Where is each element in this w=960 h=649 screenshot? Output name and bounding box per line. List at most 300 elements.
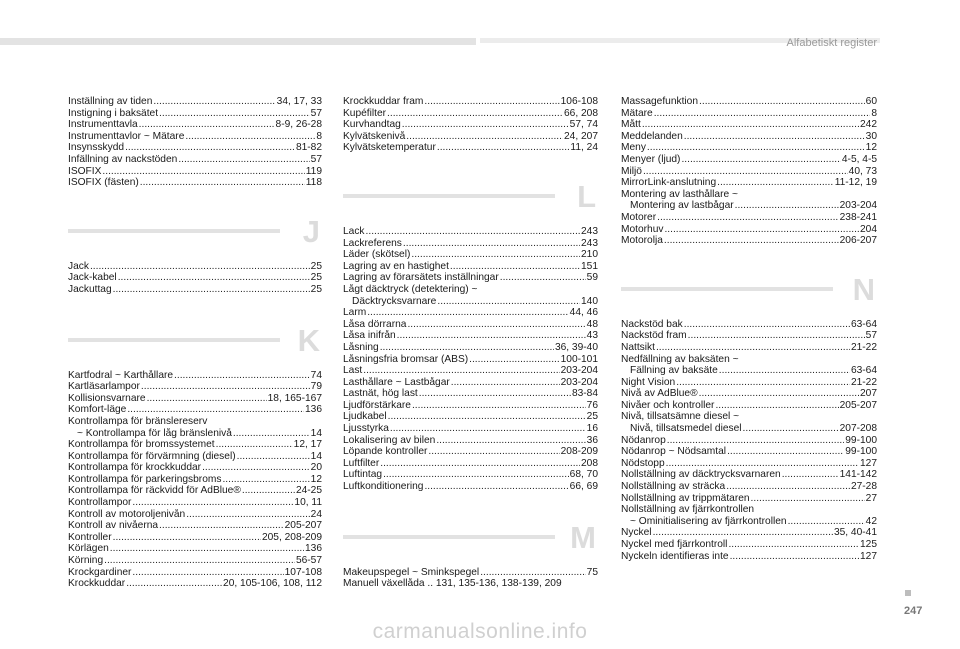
index-entry	[621, 481, 877, 493]
entry-pages: 14	[310, 427, 322, 439]
index-entry	[343, 131, 598, 143]
entry-pages: 205-207	[839, 399, 877, 411]
section-header	[621, 267, 877, 305]
entry-pages: 24-25	[295, 485, 322, 497]
index-entry	[621, 142, 877, 154]
entry-term: Kontrollampa för bromssystemet	[68, 439, 215, 451]
entry-term: ~ Ominitialisering av fjärrkontrollen	[630, 515, 787, 527]
entry-pages: 44, 46	[569, 307, 598, 319]
index-entry	[343, 226, 598, 238]
entry-pages: 203-204	[839, 200, 877, 212]
index-entry	[343, 96, 598, 108]
section-divider	[343, 194, 555, 198]
index-entry	[343, 284, 598, 296]
index-entry	[68, 555, 322, 567]
entry-pages: 25	[310, 272, 322, 284]
dot-leader	[480, 567, 585, 579]
entry-term: Menyer (ljud)	[621, 153, 681, 165]
entry-term: Låsning	[343, 341, 379, 353]
entry-term: Larm	[343, 307, 367, 319]
entry-pages: 151	[581, 260, 598, 272]
section-divider	[68, 229, 280, 233]
index-entry	[343, 365, 598, 377]
entry-term: Körlägen	[68, 543, 109, 555]
index-entry	[68, 497, 322, 509]
entry-term: Nyckel	[621, 527, 652, 539]
index-entry	[343, 261, 598, 273]
entry-term: Nyckel med fjärrkontroll	[621, 539, 728, 550]
entry-term: Instrumenttavlor ~ Mätare	[68, 130, 185, 142]
dot-leader	[643, 166, 848, 178]
section-divider	[68, 338, 280, 342]
entry-term: Inställning av tiden	[68, 96, 153, 107]
index-entry	[621, 504, 877, 516]
dot-leader	[719, 365, 850, 377]
entry-term: Nedfällning av baksäten ~	[621, 353, 739, 365]
dot-leader	[141, 381, 310, 393]
entry-term: Kontroll av motoroljenivån	[68, 508, 186, 520]
index-entry	[68, 370, 322, 382]
entry-term: Motorer	[621, 211, 657, 223]
section-divider	[621, 287, 833, 291]
index-entry	[621, 493, 877, 505]
index-column-1	[68, 96, 322, 612]
dot-leader	[406, 131, 563, 143]
index-entry	[621, 342, 877, 354]
entry-pages: 127	[860, 550, 877, 562]
entry-pages: 136	[305, 543, 322, 555]
entry-term: Lagring av en hastighet	[343, 260, 449, 272]
entry-pages: 48	[586, 318, 598, 330]
entry-term: Krockkuddar fram	[343, 96, 424, 107]
index-entry	[68, 404, 322, 416]
dot-leader	[684, 131, 865, 143]
dot-leader	[699, 388, 859, 400]
index-entry	[68, 142, 322, 154]
entry-term: Kontrollampa för krockkuddar	[68, 462, 202, 474]
entry-pages: 4-5, 4-5	[841, 153, 877, 165]
dot-leader	[380, 342, 554, 354]
index-entry	[343, 578, 598, 590]
index-entry	[621, 539, 877, 551]
index-entry	[621, 119, 877, 131]
entry-term: Luftfilter	[343, 457, 380, 469]
entry-term: Manuell växellåda .. 131, 135-136, 138-139, 209	[343, 578, 562, 590]
entry-pages: 14	[310, 450, 322, 462]
entry-term: Kartfodral ~ Karthållare	[68, 369, 174, 381]
dot-leader	[717, 177, 834, 189]
entry-term: Kylvätsketemperatur	[343, 142, 436, 154]
index-entry	[343, 567, 598, 579]
entry-term: Löpande kontroller	[343, 446, 428, 458]
entry-term: Kontrollampor	[68, 497, 132, 509]
entry-term: Däcktrycksvarnare	[352, 295, 437, 307]
entry-pages: 11, 24	[570, 142, 598, 154]
index-entry	[68, 119, 322, 131]
entry-pages: 27	[865, 492, 877, 504]
entry-pages: 8	[871, 107, 877, 119]
entry-term: Montering av lastbågar	[630, 200, 734, 212]
section-letter: L	[577, 178, 596, 214]
index-entry	[621, 131, 877, 143]
dot-leader	[113, 532, 261, 544]
entry-pages: 79	[310, 381, 322, 393]
dot-leader	[159, 520, 284, 532]
dot-leader	[159, 108, 310, 120]
page-number: 247	[904, 605, 923, 617]
dot-leader	[390, 423, 586, 435]
entry-pages: 30	[865, 130, 877, 142]
dot-leader	[402, 119, 569, 131]
entry-pages: 12	[865, 142, 877, 154]
dot-leader	[233, 428, 310, 440]
section-header	[343, 174, 598, 212]
entry-term: Instigning i baksätet	[68, 107, 159, 119]
dot-leader	[174, 370, 310, 382]
entry-term: MirrorLink-anslutning	[621, 177, 717, 189]
entry-pages: 57, 74	[569, 119, 598, 131]
dot-leader	[222, 474, 309, 486]
index-entry	[343, 469, 598, 481]
index-entry	[343, 319, 598, 331]
entry-pages: 99-100	[845, 434, 877, 446]
dot-leader	[388, 411, 586, 423]
entry-pages: 141-142	[839, 469, 877, 481]
dot-leader	[139, 119, 275, 131]
entry-term: Krockgardiner	[68, 566, 132, 578]
dot-leader	[664, 235, 839, 247]
index-entry	[68, 416, 322, 428]
dot-leader	[436, 435, 585, 447]
entry-pages: 34, 17, 33	[276, 96, 322, 107]
index-entry	[68, 154, 322, 166]
index-entry	[68, 177, 322, 189]
index-entry	[343, 388, 598, 400]
entry-pages: 76	[586, 399, 598, 411]
dot-leader	[684, 319, 850, 331]
entry-pages: 68, 70	[569, 469, 598, 481]
dot-leader	[664, 224, 859, 236]
dot-leader	[237, 451, 310, 463]
index-entry	[68, 451, 322, 463]
dot-leader	[185, 131, 315, 143]
entry-pages: 207-208	[839, 423, 877, 435]
index-entry	[68, 578, 322, 590]
entry-term: Nattsikt	[621, 341, 655, 353]
entry-term: Lastnät, hög last	[343, 388, 418, 400]
index-entry	[68, 543, 322, 555]
entry-term: Kollisionsvarnare	[68, 392, 146, 404]
dot-leader	[437, 296, 580, 308]
dot-leader	[788, 516, 865, 528]
entry-term: Lackreferens	[343, 237, 402, 249]
index-entry	[68, 166, 322, 178]
entry-pages: 56-57	[295, 555, 322, 567]
entry-term: Fällning av baksäte	[630, 365, 718, 377]
entry-term: Ljudförstärkare	[343, 399, 411, 411]
index-entry	[621, 527, 877, 539]
index-entry	[621, 177, 877, 189]
entry-pages: 66, 69	[569, 481, 598, 493]
index-entry	[68, 393, 322, 405]
entry-pages: 25	[310, 260, 322, 272]
entry-pages: 27-28	[850, 481, 877, 493]
index-entry	[343, 307, 598, 319]
dot-leader	[132, 567, 283, 579]
entry-term: Kontroll av nivåerna	[68, 520, 159, 532]
index-entry	[343, 108, 598, 120]
entry-pages: 59	[586, 272, 598, 284]
entry-pages: 81-82	[295, 142, 322, 154]
dot-leader	[132, 497, 293, 509]
index-entry	[343, 435, 598, 447]
dot-leader	[437, 142, 570, 154]
entry-pages: 36, 39-40	[554, 341, 598, 353]
entry-term: Ljusstyrka	[343, 423, 389, 435]
index-entry	[68, 485, 322, 497]
entry-term: Nackstöd bak	[621, 318, 683, 330]
section-header	[343, 515, 598, 553]
entry-pages: 21-22	[850, 376, 877, 388]
page-title: Alfabetiskt register	[786, 37, 877, 49]
entry-pages: 16	[586, 423, 598, 435]
index-entry	[343, 330, 598, 342]
index-entry	[621, 435, 877, 447]
entry-pages: 24, 207	[564, 130, 598, 142]
entry-term: Miljö	[621, 165, 642, 177]
entry-term: Insynsskydd	[68, 142, 125, 154]
entry-term: Läder (skötsel)	[343, 249, 411, 261]
index-entry	[621, 330, 877, 342]
index-entry	[343, 342, 598, 354]
dot-leader	[451, 377, 560, 389]
entry-term: Nödanrop	[621, 434, 666, 446]
dot-leader	[715, 400, 838, 412]
entry-term: Last	[343, 365, 363, 377]
entry-pages: 203-204	[560, 365, 598, 377]
dot-leader	[469, 354, 559, 366]
index-entry	[343, 377, 598, 389]
entry-pages: 107-108	[284, 566, 322, 578]
entry-pages: 12, 17	[293, 439, 322, 451]
entry-term: Nackstöd fram	[621, 330, 687, 342]
entry-term: ISOFIX (fästen)	[68, 177, 139, 189]
index-entry	[343, 354, 598, 366]
dot-leader	[450, 261, 580, 273]
index-entry	[68, 462, 322, 474]
entry-term: Nivå, tillsatsämne diesel ~	[621, 411, 740, 423]
index-entry	[68, 532, 322, 544]
index-entry	[68, 439, 322, 451]
index-entry	[68, 131, 322, 143]
index-entry	[343, 119, 598, 131]
dot-leader	[387, 108, 563, 120]
dot-leader	[727, 446, 844, 458]
dot-leader	[642, 119, 859, 131]
index-entry	[621, 235, 877, 247]
entry-pages: 106-108	[560, 96, 598, 107]
entry-pages: 208-209	[560, 446, 598, 458]
index-entry	[343, 238, 598, 250]
entry-term: Kupéfilter	[343, 107, 387, 119]
index-entry	[343, 446, 598, 458]
entry-term: Mått	[621, 119, 641, 131]
dot-leader	[383, 469, 569, 481]
entry-term: ~ Kontrollampa för låg bränslenivå	[77, 427, 232, 439]
index-entry	[621, 516, 877, 528]
dot-leader	[363, 365, 559, 377]
dot-leader	[186, 509, 309, 521]
entry-pages: 203-204	[560, 376, 598, 388]
dot-leader	[126, 578, 222, 590]
entry-pages: 24	[310, 508, 322, 520]
entry-term: Lasthållare ~ Lastbågar	[343, 376, 450, 388]
entry-term: Makeupspegel ~ Sminkspegel	[343, 566, 480, 578]
entry-term: Luftintag	[343, 469, 383, 481]
index-entry	[621, 388, 877, 400]
index-entry	[68, 381, 322, 393]
dot-leader	[140, 177, 305, 189]
dot-leader	[743, 423, 839, 435]
entry-pages: 205, 208-209	[261, 531, 322, 543]
index-entry	[621, 411, 877, 423]
dot-leader	[366, 226, 580, 238]
entry-term: Lack	[343, 225, 365, 237]
dot-leader	[681, 154, 840, 166]
dot-leader	[202, 462, 310, 474]
entry-pages: 243	[581, 237, 598, 249]
index-entry	[343, 481, 598, 493]
entry-term: Ljudkabel	[343, 411, 387, 423]
entry-pages: 208	[581, 457, 598, 469]
dot-leader	[657, 212, 839, 224]
dot-leader	[216, 439, 293, 451]
dot-leader	[380, 458, 580, 470]
index-column-3	[621, 96, 877, 584]
index-entry	[621, 96, 877, 108]
section-divider	[343, 535, 555, 539]
entry-term: Kontrollampa för förvärmning (diesel)	[68, 450, 236, 462]
dot-leader	[782, 469, 839, 481]
entry-term: Nyckeln identifieras inte	[621, 550, 729, 562]
page-marker	[905, 590, 911, 596]
index-entry	[621, 458, 877, 470]
section-letter: J	[302, 213, 320, 249]
entry-pages: 207	[860, 388, 877, 400]
dot-leader	[110, 543, 304, 555]
entry-pages: 36	[586, 434, 598, 446]
index-entry	[343, 411, 598, 423]
dot-leader	[102, 166, 304, 178]
index-entry	[343, 272, 598, 284]
entry-pages: 12	[310, 473, 322, 485]
index-entry	[68, 96, 322, 108]
entry-pages: 118	[305, 177, 322, 189]
entry-term: Night Vision	[621, 376, 676, 388]
dot-leader	[419, 388, 571, 400]
entry-pages: 99-100	[845, 446, 877, 458]
index-entry	[343, 142, 598, 154]
entry-pages: 57	[310, 107, 322, 119]
entry-pages: 25	[586, 411, 598, 423]
dot-leader	[688, 330, 865, 342]
index-entry	[621, 551, 877, 563]
entry-pages: 11-12, 19	[834, 177, 877, 189]
index-entry	[621, 423, 877, 435]
dot-leader	[90, 261, 310, 273]
index-entry	[621, 212, 877, 224]
entry-term: Kurvhandtag	[343, 119, 401, 131]
dot-leader	[726, 481, 850, 493]
entry-term: Nivåer och kontroller	[621, 399, 715, 411]
index-entry	[621, 377, 877, 389]
dot-leader	[367, 307, 568, 319]
entry-term: Kontrollampa för räckvidd för AdBlue®	[68, 485, 241, 497]
index-entry	[68, 284, 322, 296]
entry-pages: 125	[860, 539, 877, 550]
index-entry	[68, 261, 322, 273]
index-entry	[68, 108, 322, 120]
entry-term: Instrumenttavla	[68, 119, 138, 131]
index-entry	[343, 296, 598, 308]
dot-leader	[104, 555, 295, 567]
entry-pages: 21-22	[850, 341, 877, 353]
index-entry	[621, 189, 877, 201]
dot-leader	[424, 96, 559, 108]
entry-term: Komfort-läge	[68, 404, 127, 416]
entry-term: Kartläsarlampor	[68, 381, 140, 393]
dot-leader	[730, 551, 859, 563]
index-entry	[68, 428, 322, 440]
entry-term: Låsa inifrån	[343, 330, 396, 342]
entry-term: ISOFIX	[68, 165, 102, 177]
dot-leader	[654, 108, 871, 120]
entry-pages: 205-207	[284, 520, 322, 532]
section-letter: N	[852, 271, 875, 307]
entry-pages: 40, 73	[848, 165, 877, 177]
entry-term: Kontroller	[68, 531, 112, 543]
dot-leader	[397, 330, 586, 342]
entry-term: Nivå av AdBlue®	[621, 388, 698, 400]
index-entry	[68, 474, 322, 486]
entry-pages: 75	[586, 566, 598, 578]
entry-term: Montering av lasthållare ~	[621, 188, 738, 200]
entry-term: Infällning av nackstöden	[68, 153, 178, 165]
entry-pages: 74	[310, 369, 322, 381]
entry-term: Nollställning av sträcka	[621, 481, 726, 493]
index-entry	[343, 423, 598, 435]
entry-term: Nollställning av fjärrkontrollen	[621, 504, 755, 516]
entry-pages: 66, 208	[564, 107, 598, 119]
entry-term: Motorolja	[621, 235, 663, 247]
index-entry	[621, 108, 877, 120]
dot-leader	[666, 458, 859, 470]
dot-leader	[647, 142, 865, 154]
dot-leader	[676, 377, 850, 389]
entry-term: Lågt däcktryck (detektering) ~	[343, 283, 478, 295]
entry-term: Krockkuddar	[68, 578, 126, 590]
entry-term: Lagring av förarsätets inställningar	[343, 272, 499, 284]
entry-pages: 18, 165-167	[267, 392, 322, 404]
entry-term: Nödanrop ~ Nödsamtal	[621, 446, 727, 458]
dot-leader	[424, 481, 568, 493]
index-entry	[68, 567, 322, 579]
dot-leader	[147, 393, 267, 405]
entry-term: Massagefunktion	[621, 96, 699, 107]
dot-leader	[735, 200, 839, 212]
dot-leader	[500, 272, 586, 284]
dot-leader	[125, 142, 295, 154]
